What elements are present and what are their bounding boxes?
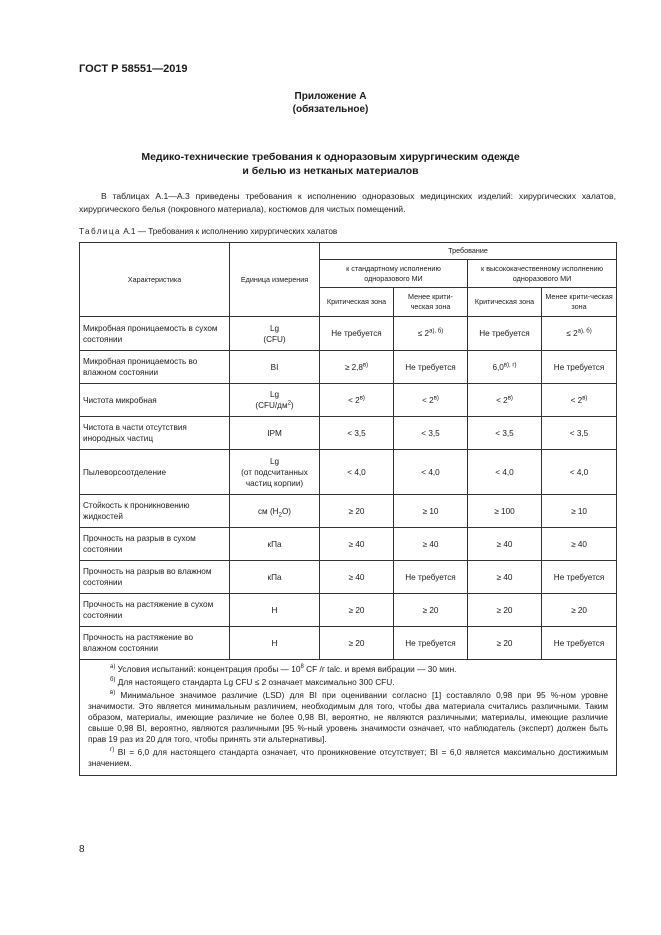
header-high-group: к высококачественному исполнению одноразового МИ <box>468 260 617 288</box>
section-title-line-2: и белью из нетканых материалов <box>242 164 419 177</box>
value-high-less-critical: Не требуется <box>542 561 617 594</box>
value-high-critical <box>468 351 542 384</box>
table-notes-row <box>80 660 617 776</box>
footnote-ref: в) <box>507 394 513 401</box>
row-unit: кПа <box>230 561 320 594</box>
footnote-c <box>88 690 608 745</box>
value-std-less-critical: Не требуется <box>394 561 468 594</box>
value-high-critical <box>468 384 542 417</box>
value-high-less-critical: < 4,0 <box>542 450 617 495</box>
value-high-less-critical: ≥ 10 <box>542 495 617 528</box>
row-characteristic: Чистота микробная <box>80 384 230 417</box>
row-characteristic: Микробная проницаемость во влажном состоянии <box>80 351 230 384</box>
header-characteristic: Характеристика <box>80 243 230 317</box>
header-std-critical: Критическая зона <box>320 288 394 317</box>
value-std-less-critical: ≥ 10 <box>394 495 468 528</box>
unit-line: (от подсчитанных <box>241 467 308 477</box>
unit-text: ) <box>290 401 294 410</box>
row-unit <box>230 317 320 351</box>
header-high-less-critical: Менее крити-ческая зона <box>542 288 617 317</box>
value-high-critical: Не требуется <box>468 317 542 351</box>
section-title-line-1: Медико-технические требования к одноразовым хирургическим одежде <box>141 151 520 163</box>
document-header: ГОСТ Р 58551—2019 <box>79 63 188 75</box>
value-std-less-critical <box>394 317 468 351</box>
table-row <box>80 528 617 561</box>
table-row <box>80 495 617 528</box>
intro-paragraph: В таблицах А.1—А.3 приведены требования к исполнению одноразовых медицинских изделий: хирургических халатов, хирургического белья (покровного материала), костюмов для чистых помещений. <box>79 191 616 214</box>
value-std-critical: Не требуется <box>320 317 394 351</box>
value-std-critical: ≥ 40 <box>320 561 394 594</box>
footnote-ref: в) <box>359 394 365 401</box>
value-high-less-critical: Не требуется <box>542 627 617 660</box>
footnote-ref: а), б) <box>429 328 444 335</box>
header-std-less-critical: Менее крити-ческая зона <box>394 288 468 317</box>
unit-text: см (H <box>257 506 279 516</box>
value-text: 6,0 <box>492 362 504 372</box>
unit-subscript: 2 <box>278 512 282 519</box>
footnote-b <box>88 677 608 688</box>
table-row <box>80 317 617 351</box>
value-high-critical: ≥ 100 <box>468 495 542 528</box>
footnote-mark: б) <box>110 677 116 684</box>
unit-line: Lg <box>269 390 280 399</box>
row-unit: Н <box>230 594 320 627</box>
footnote-ref: в) <box>433 394 439 401</box>
unit-superscript: 2 <box>287 400 291 407</box>
table-caption-label: Таблица <box>79 227 121 236</box>
value-high-critical: ≥ 40 <box>468 528 542 561</box>
table-caption <box>79 227 337 236</box>
row-unit <box>230 384 320 417</box>
value-high-less-critical: ≥ 20 <box>542 594 617 627</box>
value-std-less-critical: Не требуется <box>394 351 468 384</box>
value-high-less-critical: Не требуется <box>542 351 617 384</box>
value-text: ≥ 2,8 <box>344 362 363 372</box>
table-row <box>80 417 617 450</box>
value-text: ≤ 2 <box>566 329 578 338</box>
row-characteristic: Микробная проницаемость в сухом состоянии <box>80 317 230 351</box>
table-row <box>80 450 617 495</box>
value-text: ≤ 2 <box>417 329 430 338</box>
unit-text: O) <box>281 506 292 516</box>
row-characteristic: Прочность на растяжение во влажном состоянии <box>80 627 230 660</box>
value-high-critical: ≥ 40 <box>468 561 542 594</box>
table-caption-text: А.1 — Требования к исполнению хирургических халатов <box>123 227 338 236</box>
unit-line: частиц корпии) <box>245 478 304 488</box>
value-text: < 2 <box>348 395 360 405</box>
row-characteristic: Прочность на растяжение в сухом состоянии <box>80 594 230 627</box>
row-unit: BI <box>230 351 320 384</box>
value-text: < 2 <box>496 395 508 405</box>
footnote-superscript: 8 <box>300 664 304 671</box>
value-std-less-critical: ≥ 20 <box>394 594 468 627</box>
row-characteristic: Чистота в части отсутствия инородных частиц <box>80 417 230 450</box>
value-std-critical <box>320 384 394 417</box>
value-std-critical: ≥ 20 <box>320 627 394 660</box>
table-row <box>80 351 617 384</box>
row-characteristic: Прочность на разрыв во влажном состоянии <box>80 561 230 594</box>
value-std-critical: ≥ 20 <box>320 495 394 528</box>
footnote-mark: в) <box>110 690 116 697</box>
value-high-critical: ≥ 20 <box>468 627 542 660</box>
header-high-critical: Критическая зона <box>468 288 542 317</box>
row-unit: IPM <box>230 417 320 450</box>
footnote-ref: а), б) <box>577 328 592 335</box>
value-high-critical: ≥ 20 <box>468 594 542 627</box>
table-row <box>80 561 617 594</box>
value-std-critical: ≥ 20 <box>320 594 394 627</box>
footnote-ref: в), г) <box>503 361 517 368</box>
unit-line: (CFU) <box>263 334 286 344</box>
row-unit: кПа <box>230 528 320 561</box>
value-std-less-critical: < 3,5 <box>394 417 468 450</box>
value-text: < 2 <box>422 395 434 405</box>
footnote-text: BI = 6,0 для настоящего стандарта означает, что проникновение отсутствует; BI = 6,0 является максимально достижимым значением. <box>88 747 609 768</box>
footnote-text: CF /г talc. и время вибрации — 30 мин. <box>303 664 457 674</box>
value-std-critical: < 4,0 <box>320 450 394 495</box>
unit-line: Lg <box>269 323 280 333</box>
unit-text: (CFU/дм <box>255 401 288 410</box>
row-characteristic: Пылеворсоотделение <box>80 450 230 495</box>
value-std-critical <box>320 351 394 384</box>
footnote-text: Для настоящего стандарта Lg CFU ≤ 2 означает максимально 300 CFU. <box>117 677 395 687</box>
footnote-ref: в) <box>362 361 369 368</box>
value-high-critical: < 3,5 <box>468 417 542 450</box>
annex-title: Приложение А <box>294 91 367 102</box>
table-row <box>80 627 617 660</box>
table-row <box>80 594 617 627</box>
page-number: 8 <box>79 844 85 855</box>
header-standard-group: к стандартному исполнению одноразового МИ <box>320 260 468 288</box>
value-high-less-critical <box>542 317 617 351</box>
annex-heading <box>0 90 661 116</box>
annex-status: (обязательное) <box>292 104 369 115</box>
footnote-d <box>88 747 608 769</box>
footnote-text: Условия испытаний: концентрация пробы — 10 <box>117 664 301 674</box>
value-high-less-critical: ≥ 40 <box>542 528 617 561</box>
footnote-text: Минимальное значимое различие (LSD) для BI при оценивании согласно [1] составляло 0,98 при 95 %-ном уровне значимости. Это является минимальным различием, необходимым для того, чтобы два материала считались различными. Таким образом, материалы, имеющие различие не более 0,98 BI, вероятно, не являются различными; материалы, имеющие различие свыше 0,98 BI, вероятно, являются различными [95 %-ный уровень значимости означает, что наблюдатель (эксперт) должен быть прав 19 раз из 20 для того, чтобы принять эти альтернативы]. <box>88 690 609 744</box>
value-std-less-critical: ≥ 40 <box>394 528 468 561</box>
row-characteristic: Стойкость к проникновению жидкостей <box>80 495 230 528</box>
table-notes <box>80 660 617 776</box>
footnote-mark: г) <box>110 747 115 754</box>
row-unit: Н <box>230 627 320 660</box>
value-std-less-critical: < 4,0 <box>394 450 468 495</box>
value-std-critical: ≥ 40 <box>320 528 394 561</box>
footnote-mark: а) <box>110 664 116 671</box>
value-std-less-critical: Не требуется <box>394 627 468 660</box>
value-high-less-critical: < 3,5 <box>542 417 617 450</box>
footnote-a <box>88 664 608 675</box>
header-requirement: Требование <box>320 243 617 260</box>
value-high-less-critical <box>542 384 617 417</box>
value-high-critical: < 4,0 <box>468 450 542 495</box>
value-text: < 2 <box>570 395 583 405</box>
unit-line: Lg <box>269 456 280 466</box>
row-characteristic: Прочность на разрыв в сухом состоянии <box>80 528 230 561</box>
requirements-table <box>79 242 617 776</box>
section-title <box>120 151 541 178</box>
unit-line <box>233 400 316 411</box>
header-unit: Единица измерения <box>230 243 320 317</box>
table-row <box>80 384 617 417</box>
row-unit <box>230 495 320 528</box>
row-unit <box>230 450 320 495</box>
footnote-ref: в) <box>582 394 588 401</box>
value-std-less-critical <box>394 384 468 417</box>
value-std-critical: < 3,5 <box>320 417 394 450</box>
